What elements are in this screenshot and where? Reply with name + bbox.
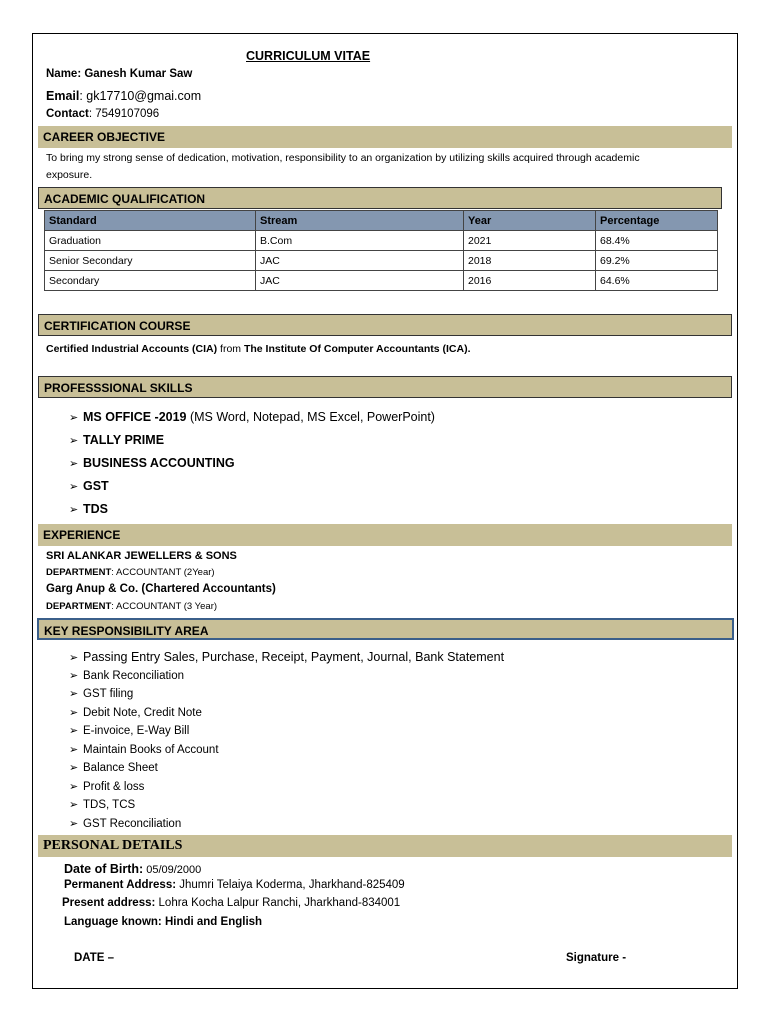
dob-value: 05/09/2000 xyxy=(143,864,202,876)
list-item xyxy=(69,796,504,815)
permanent-address-label: Permanent Address: xyxy=(64,879,177,891)
career-objective-text-1: To bring my strong sense of dedication, motivation, responsibility to an organization by utilizing skills acquired through academic xyxy=(46,152,640,164)
arrow-bullet-icon: ➢ xyxy=(69,458,79,470)
cell: 64.6% xyxy=(596,271,718,291)
list-item xyxy=(69,429,435,452)
cell: 2016 xyxy=(464,271,596,291)
personal-details-heading: PERSONAL DETAILS xyxy=(38,835,732,857)
arrow-bullet-icon: ➢ xyxy=(69,780,79,793)
certification-text xyxy=(46,343,471,355)
list-item xyxy=(69,741,504,760)
col-year: Year xyxy=(464,211,596,231)
col-percentage: Percentage xyxy=(596,211,718,231)
kra-text: Profit & loss xyxy=(83,780,145,793)
name-line: Name: Ganesh Kumar Saw xyxy=(46,68,193,80)
experience-heading: EXPERIENCE xyxy=(38,524,732,546)
languages-line: Language known: Hindi and English xyxy=(64,916,263,928)
list-item xyxy=(69,667,504,686)
list-item xyxy=(69,815,504,834)
contact-label: Contact xyxy=(46,108,89,120)
permanent-address-line xyxy=(64,879,405,891)
department-label: DEPARTMENT xyxy=(46,567,112,578)
list-item xyxy=(69,704,504,723)
cell: B.Com xyxy=(256,231,464,251)
cell: Senior Secondary xyxy=(45,251,256,271)
academic-table xyxy=(44,210,718,291)
table-row xyxy=(45,251,718,271)
department-value: : ACCOUNTANT (3 Year) xyxy=(111,601,218,612)
cell: Graduation xyxy=(45,231,256,251)
cell: 69.2% xyxy=(596,251,718,271)
list-item xyxy=(69,406,435,429)
list-item xyxy=(69,648,504,667)
department-1 xyxy=(46,567,215,578)
arrow-bullet-icon: ➢ xyxy=(69,652,79,664)
permanent-address-value: Jhumri Telaiya Koderma, Jharkhand-825409 xyxy=(176,879,405,891)
arrow-bullet-icon: ➢ xyxy=(69,725,79,737)
kra-text: Debit Note, Credit Note xyxy=(83,706,202,719)
col-standard: Standard xyxy=(45,211,256,231)
present-address-line xyxy=(62,897,400,909)
company-1: SRI ALANKAR JEWELLERS & SONS xyxy=(46,550,237,562)
table-header-row xyxy=(45,211,718,231)
dob-label: Date of Birth: xyxy=(64,862,144,876)
cell: JAC xyxy=(256,271,464,291)
career-objective-heading: CAREER OBJECTIVE xyxy=(38,126,732,148)
kra-text: GST filing xyxy=(83,688,134,700)
cell: JAC xyxy=(256,251,464,271)
dob-line xyxy=(64,862,201,876)
institute-name: The Institute Of Computer Accountants (ICA). xyxy=(243,343,471,355)
date-field: DATE – xyxy=(74,952,115,964)
skill-main: TALLY PRIME xyxy=(83,433,165,447)
arrow-bullet-icon: ➢ xyxy=(69,412,79,424)
kra-heading: KEY RESPONSIBILITY AREA xyxy=(37,618,734,640)
table-row xyxy=(45,231,718,251)
kra-text: Maintain Books of Account xyxy=(83,743,219,756)
department-2 xyxy=(46,601,217,612)
kra-text: Passing Entry Sales, Purchase, Receipt, Payment, Journal, Bank Statement xyxy=(83,650,505,664)
certification-heading: CERTIFICATION COURSE xyxy=(38,314,732,336)
kra-text: TDS, TCS xyxy=(83,799,136,811)
skill-detail: (MS Word, Notepad, MS Excel, PowerPoint) xyxy=(186,410,435,424)
arrow-bullet-icon: ➢ xyxy=(69,817,79,830)
arrow-bullet-icon: ➢ xyxy=(69,481,79,493)
arrow-bullet-icon: ➢ xyxy=(69,743,79,756)
signature-field: Signature - xyxy=(566,952,627,964)
table-row xyxy=(45,271,718,291)
department-value: : ACCOUNTANT (2Year) xyxy=(111,567,215,578)
arrow-bullet-icon: ➢ xyxy=(69,762,79,774)
list-item xyxy=(69,452,435,475)
resume-page xyxy=(32,33,738,989)
skill-main: TDS xyxy=(83,502,108,516)
skills-heading: PROFESSSIONAL SKILLS xyxy=(38,376,732,398)
arrow-bullet-icon: ➢ xyxy=(69,435,79,447)
company-2: Garg Anup & Co. (Chartered Accountants) xyxy=(46,583,276,595)
kra-text: GST Reconciliation xyxy=(83,817,182,830)
email-value: : gk17710@gmai.com xyxy=(79,89,202,103)
list-item xyxy=(69,685,504,704)
skill-main: BUSINESS ACCOUNTING xyxy=(83,456,235,470)
document-title: CURRICULUM VITAE xyxy=(246,49,371,63)
course-name: Certified Industrial Accounts (CIA) xyxy=(46,343,218,355)
arrow-bullet-icon: ➢ xyxy=(69,669,79,682)
present-address-label: Present address: xyxy=(62,897,156,909)
kra-list xyxy=(69,648,504,833)
list-item xyxy=(69,475,435,498)
cell: 68.4% xyxy=(596,231,718,251)
kra-text: Bank Reconciliation xyxy=(83,669,185,682)
cell: 2021 xyxy=(464,231,596,251)
email-line xyxy=(46,89,201,103)
arrow-bullet-icon: ➢ xyxy=(69,504,79,516)
kra-text: Balance Sheet xyxy=(83,762,158,774)
email-label: Email xyxy=(46,89,80,103)
contact-line xyxy=(46,108,159,120)
present-address-value: Lohra Kocha Lalpur Ranchi, Jharkhand-834001 xyxy=(155,897,401,909)
kra-text: E-invoice, E-Way Bill xyxy=(83,725,190,737)
skill-main: MS OFFICE -2019 xyxy=(83,410,187,424)
contact-value: : 7549107096 xyxy=(88,108,160,120)
cell: Secondary xyxy=(45,271,256,291)
list-item xyxy=(69,778,504,797)
skill-main: GST xyxy=(83,479,109,493)
arrow-bullet-icon: ➢ xyxy=(69,706,79,719)
arrow-bullet-icon: ➢ xyxy=(69,688,79,700)
list-item xyxy=(69,759,504,778)
cell: 2018 xyxy=(464,251,596,271)
col-stream: Stream xyxy=(256,211,464,231)
academic-heading: ACADEMIC QUALIFICATION xyxy=(38,187,722,209)
arrow-bullet-icon: ➢ xyxy=(69,799,79,811)
department-label: DEPARTMENT xyxy=(46,601,112,612)
from-text: from xyxy=(217,343,244,355)
skills-list xyxy=(69,406,435,521)
list-item xyxy=(69,498,435,521)
list-item xyxy=(69,722,504,741)
career-objective-text-2: exposure. xyxy=(46,169,93,181)
